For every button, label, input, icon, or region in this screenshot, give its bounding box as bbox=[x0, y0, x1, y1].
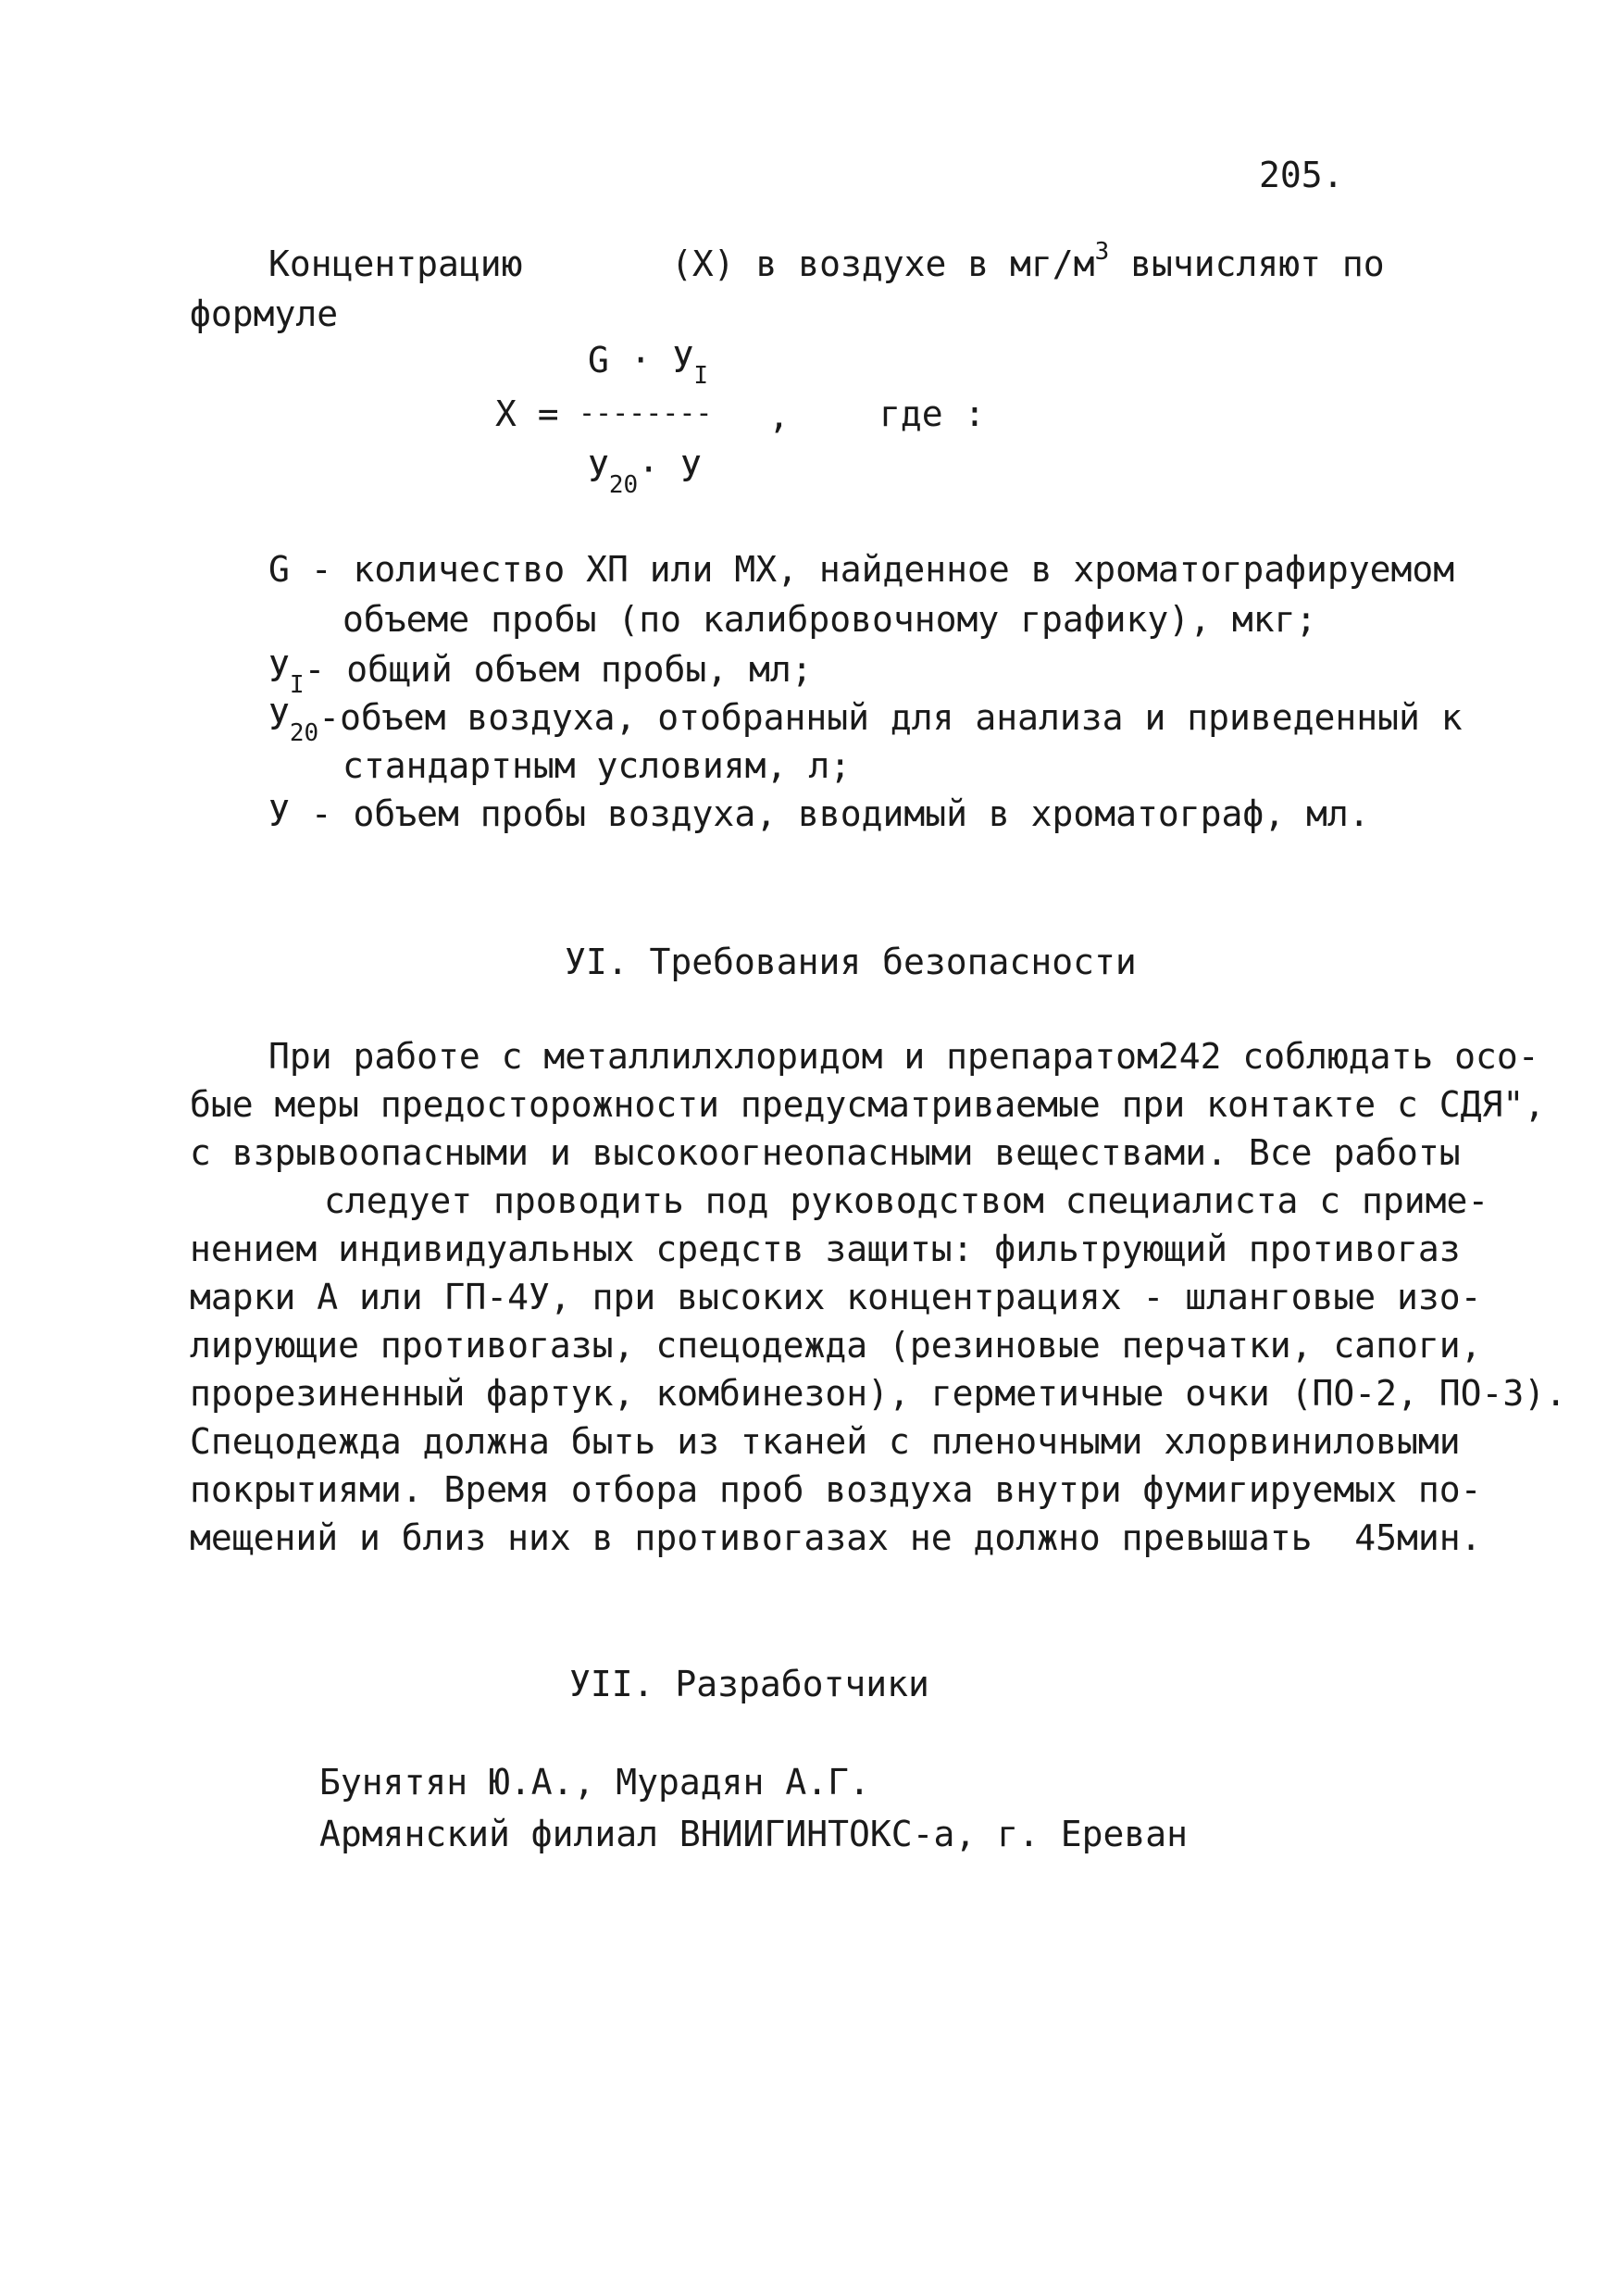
section6-line-9: Спецодежда должна быть из тканей с пленочными хлорвиниловыми bbox=[190, 1421, 1461, 1462]
intro-line-1c: вычисляют по bbox=[1109, 243, 1385, 284]
section7-heading: УII. Разработчики bbox=[569, 1664, 929, 1704]
definition-y20 bbox=[268, 697, 1463, 747]
formula-denominator-text: · У bbox=[638, 449, 702, 490]
page-number: 205. bbox=[1259, 155, 1344, 195]
definition-y20-text: -объем воздуха, отобранный для анализа и приведенный к bbox=[318, 697, 1463, 738]
formula-denominator bbox=[588, 449, 702, 499]
intro-line-1 bbox=[671, 238, 1385, 284]
formula-denominator-sub: 20 bbox=[608, 471, 639, 499]
definition-g-line1: G - количество ХП или МХ, найденное в хроматографируемом bbox=[268, 549, 1455, 590]
section6-line-11: мещений и близ них в противогазах не должно превышать 45мин. bbox=[190, 1517, 1482, 1558]
formula-bar: -------- bbox=[579, 397, 713, 430]
section6-line-6: марки А или ГП-4У, при высоких концентрациях - шланговые изо- bbox=[190, 1277, 1482, 1317]
definition-y1 bbox=[268, 649, 813, 699]
section6-heading: УI. Требования безопасности bbox=[565, 942, 1137, 982]
intro-line-1a: Концентрацию bbox=[268, 243, 523, 284]
section6-line-10: покрытиями. Время отбора проб воздуха внутри фумигируемых по- bbox=[190, 1469, 1482, 1510]
formula-lhs: X = bbox=[495, 393, 559, 434]
section7-authors: Бунятян Ю.А., Мурадян А.Г. bbox=[319, 1762, 870, 1803]
intro-superscript: 3 bbox=[1094, 238, 1110, 266]
formula-numerator-text: G · У bbox=[588, 340, 694, 381]
definition-y1-sym: У bbox=[268, 649, 290, 690]
section7-affiliation: Армянский филиал ВНИИГИНТОКС-а, г. Ереван bbox=[319, 1814, 1188, 1854]
formula-comma: , bbox=[768, 395, 790, 436]
definition-y1-text: - общий объем пробы, мл; bbox=[304, 649, 813, 690]
formula-where: где : bbox=[879, 393, 986, 434]
section6-line-2: бые меры предосторожности предусматриваемые при контакте с СДЯ", bbox=[190, 1084, 1546, 1125]
formula-numerator-sub: I bbox=[693, 362, 709, 390]
section6-line-3: с взрывоопасными и высокоогнеопасными веществами. Все работы bbox=[190, 1132, 1461, 1173]
definition-y1-sub: I bbox=[289, 671, 305, 699]
intro-line-2: формуле bbox=[190, 293, 339, 334]
definition-y20-sym: У bbox=[268, 697, 290, 738]
intro-line-1b: (X) в воздухе в мг/м bbox=[671, 243, 1095, 284]
section6-line-7: лирующие противогазы, спецодежда (резиновые перчатки, сапоги, bbox=[190, 1325, 1482, 1366]
section6-line-4: следует проводить под руководством специалиста с приме- bbox=[324, 1180, 1489, 1221]
formula-denominator-sym: У bbox=[588, 449, 609, 490]
formula-numerator bbox=[588, 340, 709, 390]
definition-y20-sub: 20 bbox=[289, 719, 319, 747]
definition-y: У - объем пробы воздуха, вводимый в хроматограф, мл. bbox=[268, 793, 1370, 834]
definition-y20-line2: стандартным условиям, л; bbox=[343, 745, 852, 786]
section6-line-5: нением индивидуальных средств защиты: фильтрующий противогаз bbox=[190, 1229, 1461, 1269]
section6-line-1: При работе с металлилхлоридом и препаратом242 соблюдать осо- bbox=[268, 1036, 1539, 1077]
definition-g-line2: объеме пробы (по калибровочному графику), мкг; bbox=[343, 599, 1317, 640]
section6-line-8: прорезиненный фартук, комбинезон), герметичные очки (ПО-2, ПО-3). bbox=[190, 1373, 1567, 1414]
